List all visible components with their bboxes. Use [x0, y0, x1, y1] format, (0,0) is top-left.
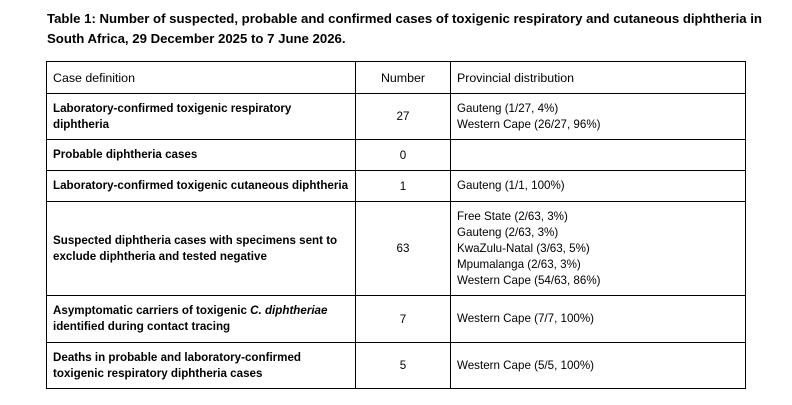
provincial-distribution-cell [451, 296, 746, 343]
province-entry: Western Cape (7/7, 100%) [457, 312, 595, 325]
province-entry: Gauteng (1/27, 4%) [457, 101, 559, 115]
case-definition-text: Laboratory-confirmed toxigenic cutaneous diphtheria [53, 179, 349, 192]
case-definition-cell [47, 296, 356, 343]
number-cell: 27 [356, 94, 451, 140]
provincial-distribution-cell [451, 202, 746, 296]
table-row [47, 296, 746, 343]
province-entry: Western Cape (54/63, 86%) [457, 273, 601, 287]
case-definition-line [53, 303, 349, 319]
province-entry: Gauteng (2/63, 3%) [457, 225, 559, 239]
case-definition-text: identified during contact tracing [53, 320, 231, 333]
caption-line-1: Table 1: Number of suspected, probable and confirmed cases of toxigenic respiratory and cutaneous diphtheria in [47, 11, 762, 26]
header-provincial-distribution: Provincial distribution [451, 62, 746, 94]
case-definition-cell [47, 171, 356, 202]
case-definition-cell [47, 94, 356, 140]
case-definition-text: Probable diphtheria cases [53, 148, 198, 161]
province-entry: Western Cape (5/5, 100%) [457, 358, 595, 372]
province-entry: Free State (2/63, 3%) [457, 209, 568, 223]
provincial-distribution-cell [451, 343, 746, 389]
number-cell: 1 [356, 171, 451, 202]
organism-name: C. diphtheriae [250, 304, 328, 317]
case-definition-text: Deaths in probable and laboratory-confirmed [53, 350, 302, 364]
table-row [47, 171, 746, 202]
number-cell: 5 [356, 343, 451, 389]
table-row [47, 202, 746, 296]
case-definition-text: exclude diphtheria and tested negative [53, 249, 267, 263]
table-caption [47, 9, 767, 49]
table-header-row [47, 62, 746, 94]
province-entry: Mpumalanga (2/63, 3%) [457, 257, 581, 271]
table-row [47, 343, 746, 389]
province-entry: Western Cape (26/27, 96%) [457, 117, 601, 131]
case-definition-cell [47, 343, 356, 389]
diphtheria-cases-table [46, 61, 746, 389]
provincial-distribution-cell [451, 94, 746, 140]
number-cell: 0 [356, 140, 451, 171]
case-definition-text: Asymptomatic carriers of toxigenic [53, 304, 251, 317]
caption-line-2: South Africa, 29 December 2025 to 7 June 2026. [47, 31, 346, 46]
header-case-definition: Case definition [47, 62, 356, 94]
header-number: Number [356, 62, 451, 94]
number-cell: 7 [356, 296, 451, 343]
table-row [47, 94, 746, 140]
province-entry: Gauteng (1/1, 100%) [457, 179, 565, 192]
provincial-distribution-cell [451, 140, 746, 171]
case-definition-text: Suspected diphtheria cases with specimens sent to [53, 233, 338, 247]
table-row [47, 140, 746, 171]
provincial-distribution-cell [451, 171, 746, 202]
case-definition-cell [47, 202, 356, 296]
case-definition-text: toxigenic respiratory diphtheria cases [53, 366, 263, 380]
case-definition-text: Laboratory-confirmed toxigenic respiratory diphtheria [53, 101, 292, 131]
number-cell: 63 [356, 202, 451, 296]
province-entry: KwaZulu-Natal (3/63, 5%) [457, 241, 590, 255]
case-definition-cell [47, 140, 356, 171]
